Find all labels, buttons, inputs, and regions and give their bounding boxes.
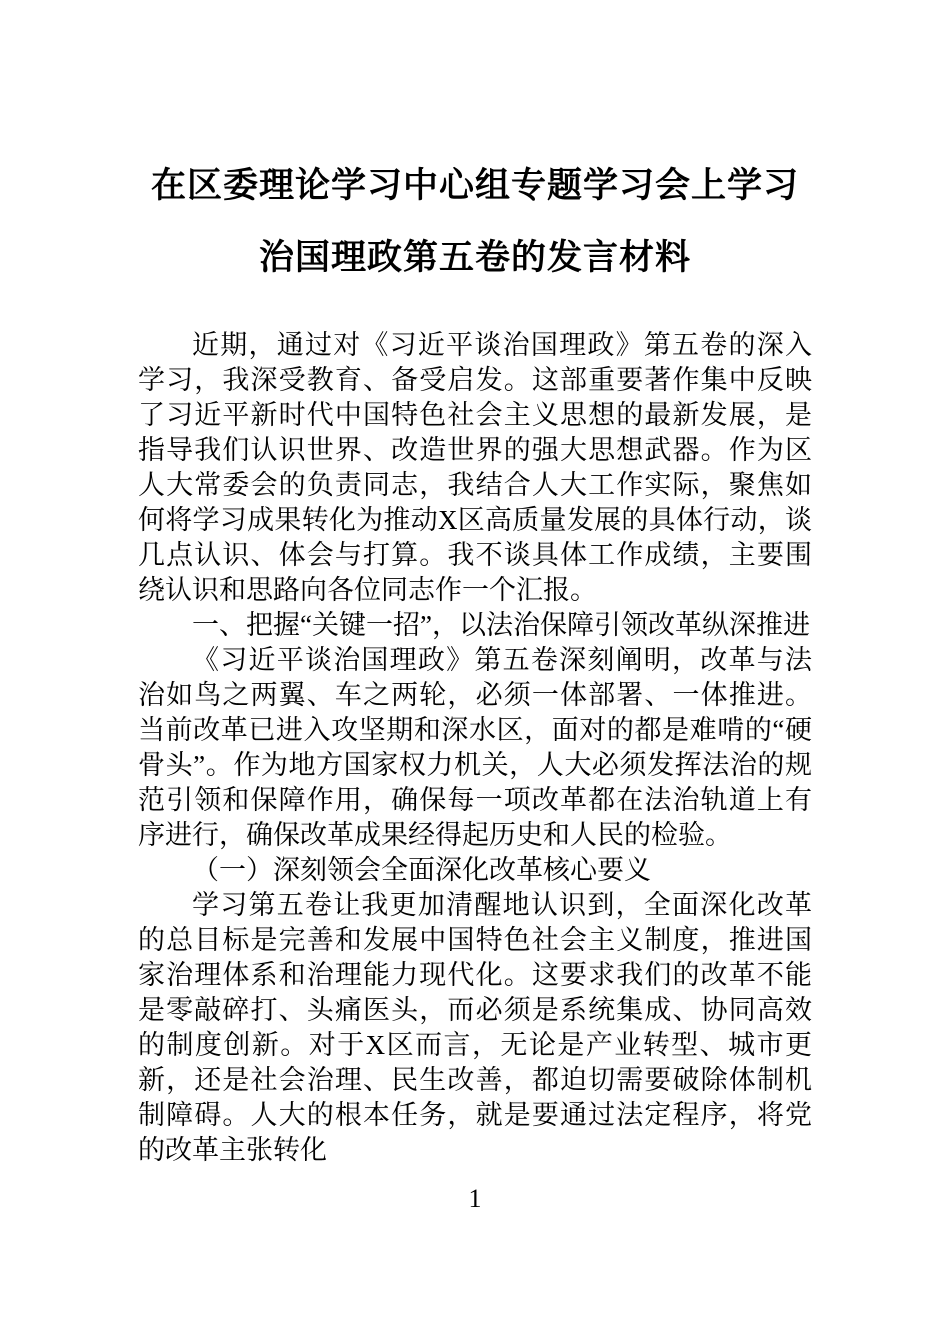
page-number: 1 bbox=[468, 1184, 482, 1213]
document-title-line-1: 在区委理论学习中心组专题学习会上学习 bbox=[150, 166, 799, 205]
paragraph: 《习近平谈治国理政》第五卷深刻阐明，改革与法治如鸟之两翼、车之两轮，必须一体部署、一体推进。当前改革已进入攻坚期和深水区，面对的都是难啃的“硬骨头”。作为地方国家权力机关，人大必须发挥法治的规范引领和保障作用，确保每一项改革都在法治轨道上有序进行，确保改革成果经得起历史和人民的检验。 bbox=[138, 645, 812, 850]
paragraph: 近期，通过对《习近平谈治国理政》第五卷的深入学习，我深受教育、备受启发。这部重要著作集中反映了习近平新时代中国特色社会主义思想的最新发展，是指导我们认识世界、改造世界的强大思想武器。作为区人大常委会的负责同志，我结合人大工作实际，聚焦如何将学习成果转化为推动X区高质量发展的具体行动，谈几点认识、体会与打算。我不谈具体工作成绩，主要围绕认识和思路向各位同志作一个汇报。 bbox=[138, 330, 812, 605]
paragraph: 一、把握“关键一招”，以法治保障引领改革纵深推进 bbox=[192, 610, 810, 640]
document-title-line-2: 治国理政第五卷的发言材料 bbox=[258, 238, 691, 277]
paragraph: （一）深刻领会全面深化改革核心要义 bbox=[192, 855, 651, 885]
document-body bbox=[138, 328, 812, 1168]
paragraph: 学习第五卷让我更加清醒地认识到，全面深化改革的总目标是完善和发展中国特色社会主义制度，推进国家治理体系和治理能力现代化。这要求我们的改革不能是零敲碎打、头痛医头，而必须是系统集成、协同高效的制度创新。对于X区而言，无论是产业转型、城市更新，还是社会治理、民生改善，都迫切需要破除体制机制障碍。人大的根本任务，就是要通过法定程序，将党的改革主张转化 bbox=[138, 890, 812, 1165]
document-title bbox=[138, 150, 812, 294]
